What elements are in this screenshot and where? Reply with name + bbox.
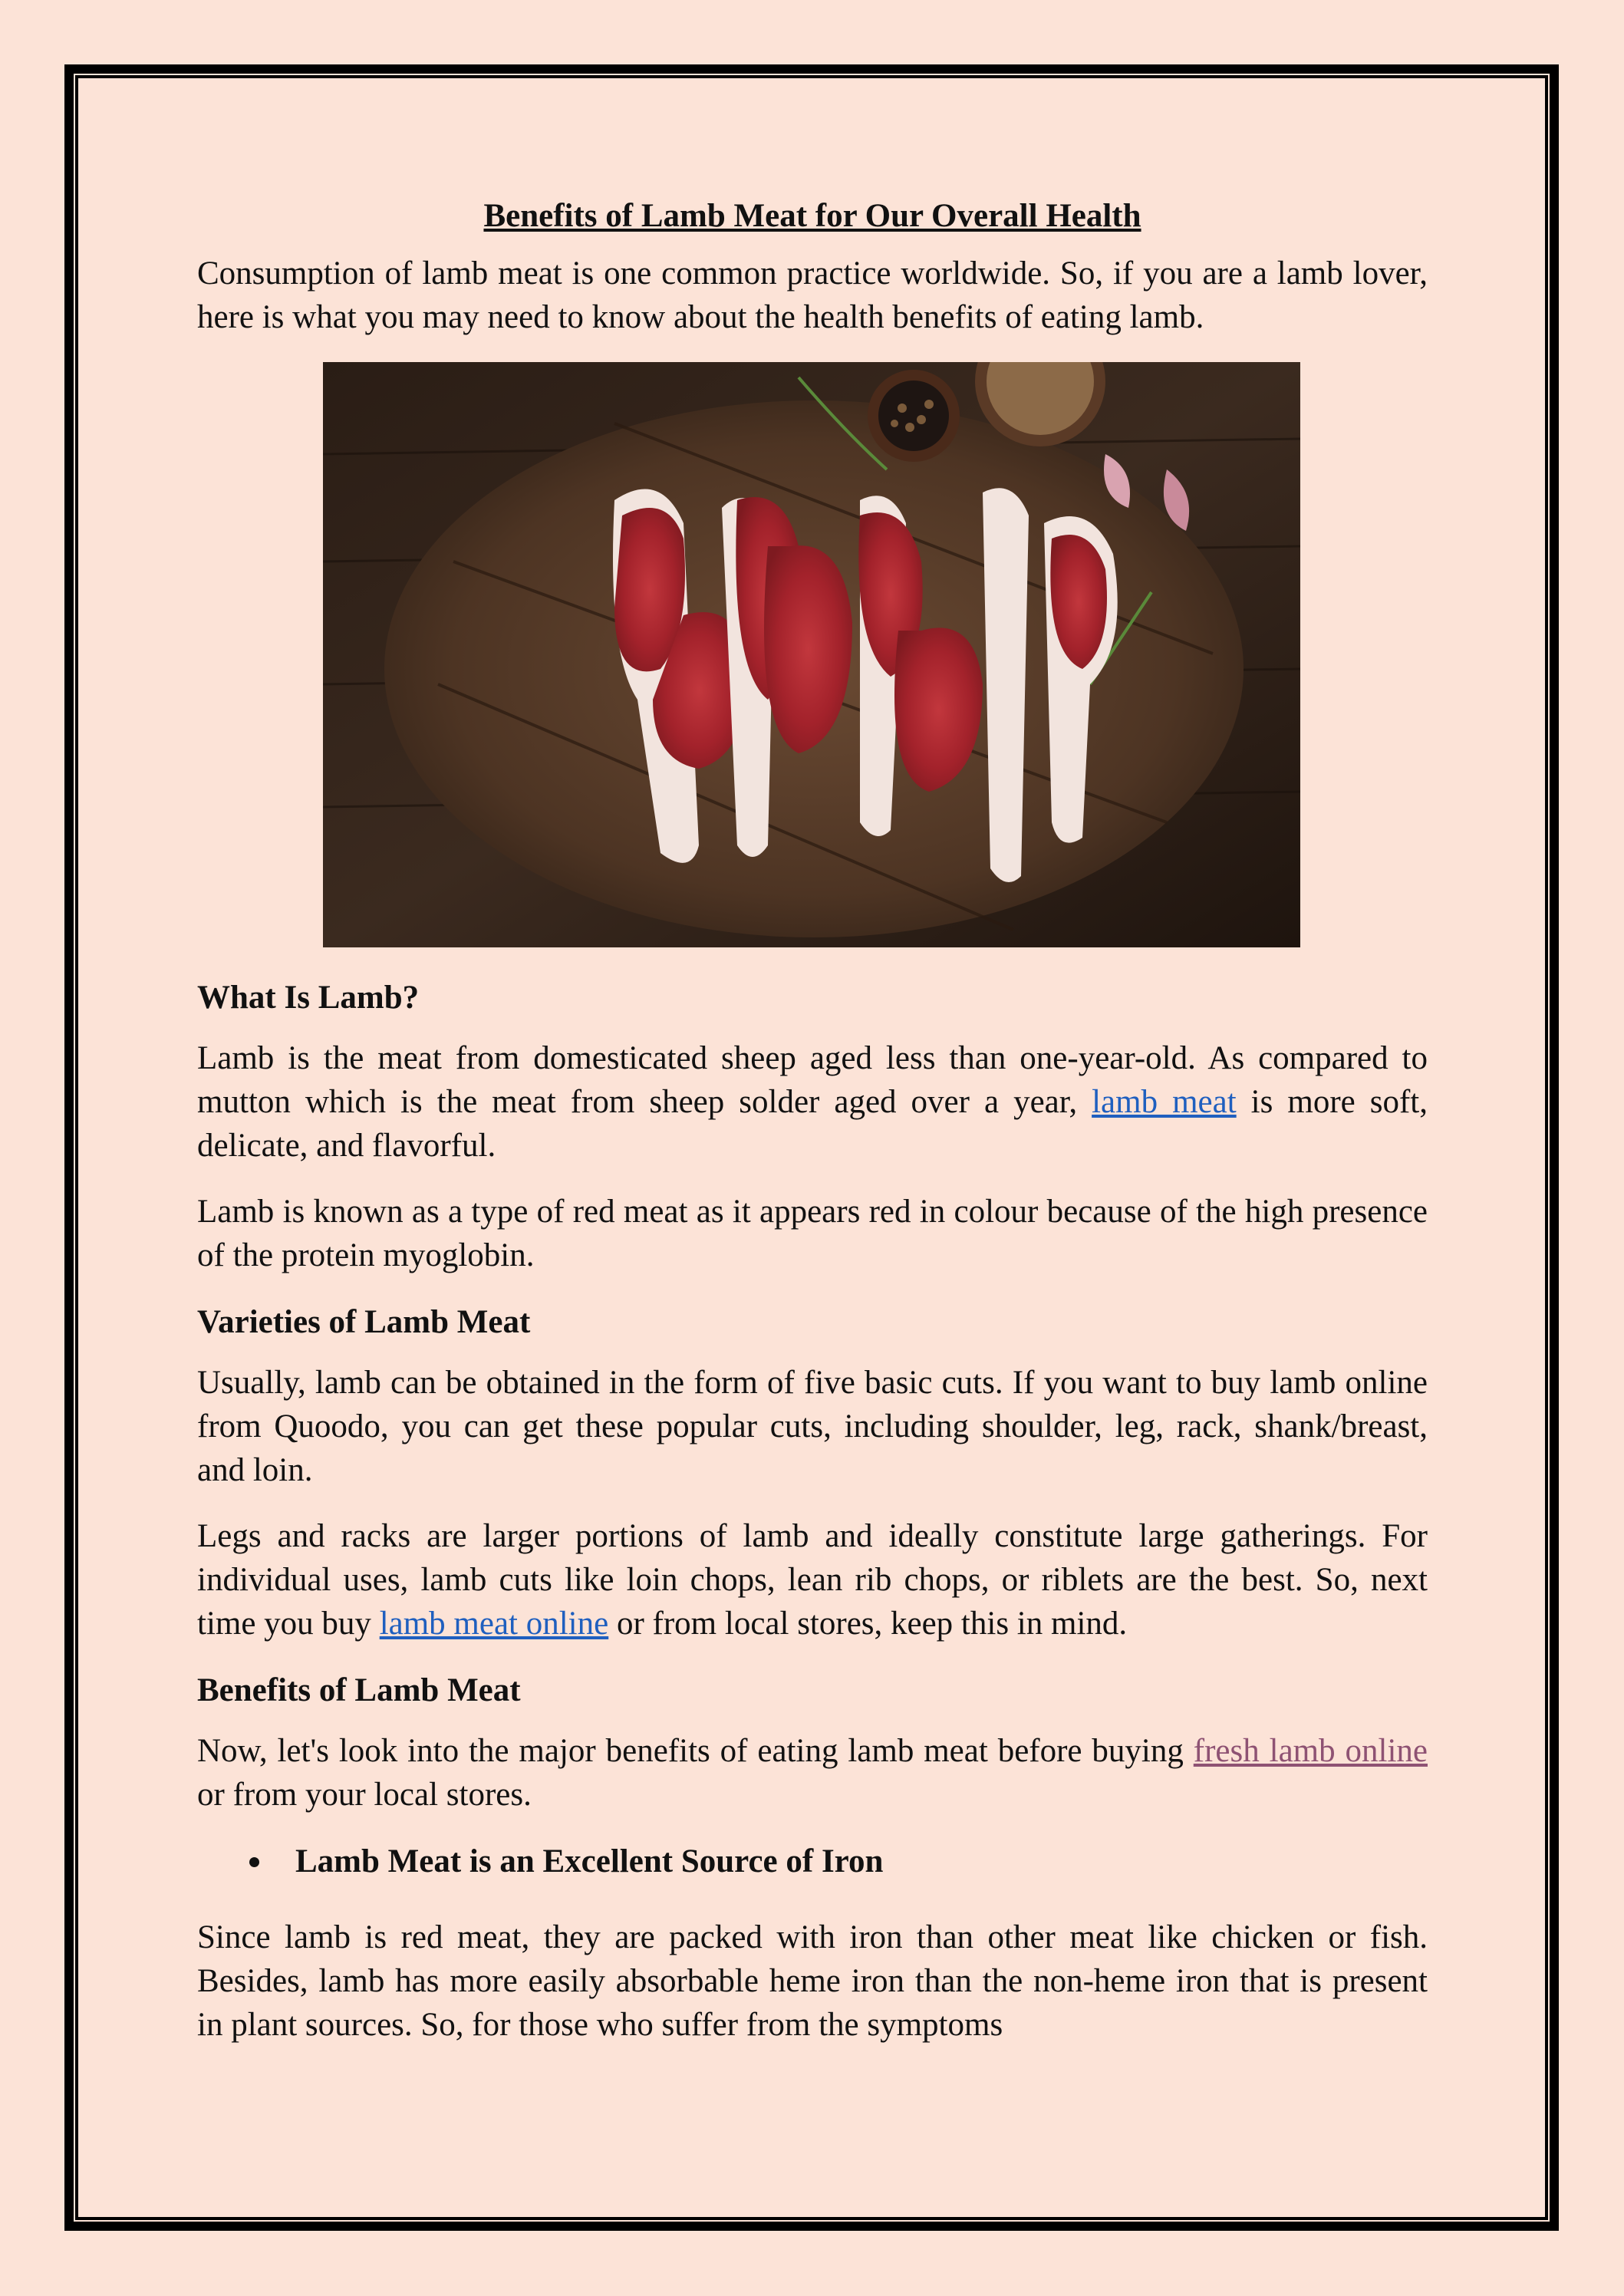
bullet-list-item xyxy=(197,1839,1428,1885)
lamb-chops-image xyxy=(323,362,1300,947)
lamb-meat-link[interactable]: lamb meat xyxy=(1092,1084,1237,1120)
what-is-lamb-paragraph-1 xyxy=(197,1036,1428,1168)
section-heading-what-is-lamb: What Is Lamb? xyxy=(197,980,420,1016)
varieties-paragraph-2 xyxy=(197,1514,1428,1645)
intro-paragraph: Consumption of lamb meat is one common practice worldwide. So, if you are a lamb lover, here is what you may need to know about the health benefits of eating lamb. xyxy=(197,255,1428,335)
text-span: or from your local stores. xyxy=(197,1777,532,1813)
text-span: Legs and racks are larger portions of lamb and ideally constitute large gatherings. For individual uses, lamb cuts like loin chops, lean rib chops, or riblets are the best. So, next time you buy xyxy=(197,1518,1428,1642)
document-content xyxy=(197,193,1428,2069)
document-title: Benefits of Lamb Meat for Our Overall Health xyxy=(483,198,1141,234)
varieties-paragraph-1: Usually, lamb can be obtained in the form of five basic cuts. If you want to buy lamb online from Quoodo, you can get these popular cuts, including shoulder, leg, rack, shank/breast, and loin. xyxy=(197,1365,1428,1488)
text-span: Now, let's look into the major benefits of eating lamb meat before buying xyxy=(197,1733,1194,1769)
benefits-paragraph-1 xyxy=(197,1729,1428,1817)
bullet-body: Since lamb is red meat, they are packed with iron than other meat like chicken or fish. Besides, lamb has more easily absorbable heme iron than the non-heme iron that is present in plant sources. So, for those who suffer from the symptoms xyxy=(197,1919,1428,2043)
what-is-lamb-paragraph-2: Lamb is known as a type of red meat as it appears red in colour because of the high presence of the protein myoglobin. xyxy=(197,1194,1428,1273)
bullet-icon xyxy=(249,1857,259,1867)
text-span: Lamb is the meat from domesticated sheep aged less than one-year-old. As compared to mutton which is the meat from sheep solder aged over a year, xyxy=(197,1040,1428,1120)
section-heading-benefits: Benefits of Lamb Meat xyxy=(197,1672,521,1708)
text-span: or from local stores, keep this in mind. xyxy=(608,1606,1128,1642)
lamb-meat-online-link[interactable]: lamb meat online xyxy=(379,1606,609,1642)
section-heading-varieties: Varieties of Lamb Meat xyxy=(197,1304,531,1340)
fresh-lamb-online-link[interactable]: fresh lamb online xyxy=(1193,1733,1428,1769)
text-span: is more soft, delicate, and flavorful. xyxy=(197,1084,1428,1164)
bullet-title: Lamb Meat is an Excellent Source of Iron xyxy=(295,1843,884,1879)
